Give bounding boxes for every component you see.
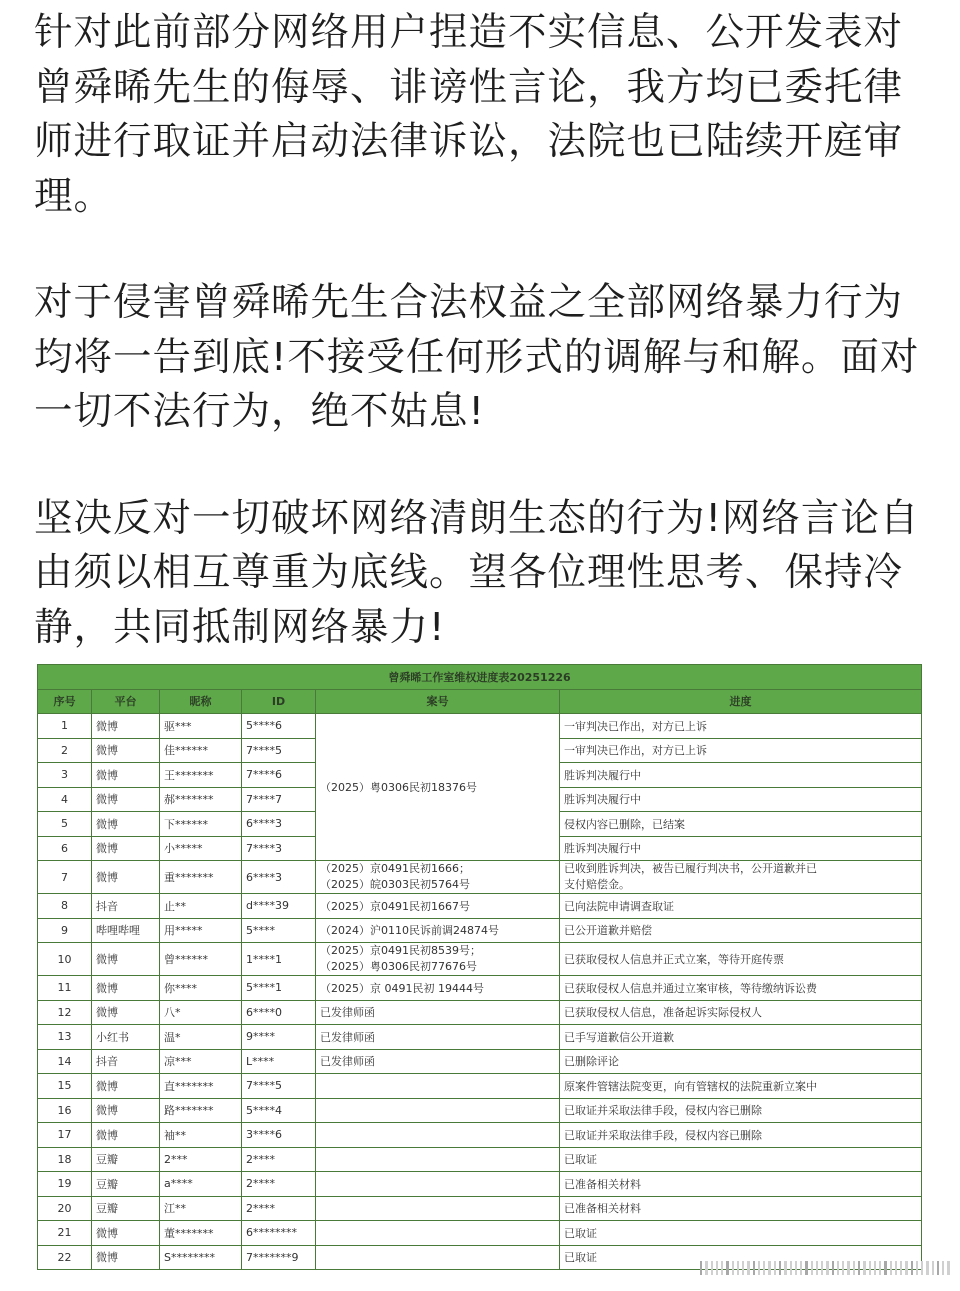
cell-case: （2024）沪0110民诉前调24874号 <box>316 918 560 943</box>
watermark-bar <box>716 1261 718 1275</box>
watermark-bar <box>805 1261 807 1275</box>
table-row <box>38 943 922 976</box>
cell-platform: 微博 <box>92 1000 160 1025</box>
watermark-bar <box>863 1261 865 1275</box>
cell-platform: 微博 <box>92 714 160 739</box>
cell-case <box>316 1221 560 1246</box>
cell-no: 17 <box>38 1123 92 1148</box>
cell-platform: 微博 <box>92 836 160 861</box>
table-row <box>38 1221 922 1246</box>
cell-platform: 微博 <box>92 812 160 837</box>
cell-platform: 豆瓣 <box>92 1147 160 1172</box>
watermark-bar <box>705 1261 707 1275</box>
cell-id: 7****5 <box>242 738 316 763</box>
table-row <box>38 1123 922 1148</box>
cell-no: 3 <box>38 763 92 788</box>
cell-platform: 微博 <box>92 1098 160 1123</box>
cell-id: L**** <box>242 1049 316 1074</box>
watermark-bar <box>942 1261 944 1275</box>
watermark-bar <box>890 1261 892 1275</box>
cell-id: 7****3 <box>242 836 316 861</box>
watermark-bar <box>753 1261 755 1275</box>
paragraph-1: 针对此前部分网络用户捏造不实信息、公开发表对曾舜晞先生的侮辱、诽谤性言论，我方均已委托律师进行取证并启动法律诉讼，法院也已陆续开庭审理。 <box>34 10 904 219</box>
cell-id: 3****6 <box>242 1123 316 1148</box>
cell-progress: 已取证并采取法律手段，侵权内容已删除 <box>560 1123 922 1148</box>
cell-progress: 已取证并采取法律手段，侵权内容已删除 <box>560 1098 922 1123</box>
cell-case: 已发律师函 <box>316 1025 560 1050</box>
cell-nickname: 曾****** <box>160 943 242 976</box>
cell-case <box>316 1098 560 1123</box>
watermark-bar <box>879 1261 881 1275</box>
watermark-bar <box>774 1261 776 1275</box>
cell-progress: 一审判决已作出，对方已上诉 <box>560 714 922 739</box>
cell-nickname: 小***** <box>160 836 242 861</box>
table-row <box>38 861 922 894</box>
cell-platform: 微博 <box>92 787 160 812</box>
watermark-bar <box>726 1261 728 1275</box>
cell-id: 9**** <box>242 1025 316 1050</box>
watermark-bar <box>721 1261 723 1275</box>
cell-no: 13 <box>38 1025 92 1050</box>
cell-nickname: 直******* <box>160 1074 242 1099</box>
cell-progress: 已获取侵权人信息并正式立案，等待开庭传票 <box>560 943 922 976</box>
watermark-bar <box>790 1261 792 1275</box>
cell-nickname: 2*** <box>160 1147 242 1172</box>
cell-platform: 微博 <box>92 976 160 1001</box>
cell-nickname: a**** <box>160 1172 242 1197</box>
watermark-bar <box>837 1261 839 1275</box>
cell-progress: 已收到胜诉判决，被告已履行判决书，公开道歉并已 支付赔偿金。 <box>560 861 922 894</box>
table-header-row <box>38 689 922 714</box>
cell-progress: 已准备相关材料 <box>560 1196 922 1221</box>
watermark-bar <box>784 1261 786 1275</box>
watermark-bar <box>895 1261 897 1275</box>
cell-no: 22 <box>38 1245 92 1270</box>
watermark-bar <box>795 1261 797 1275</box>
cell-nickname: 用***** <box>160 918 242 943</box>
header-nickname: 昵称 <box>160 689 242 714</box>
watermark-bar <box>858 1261 860 1275</box>
cell-id: 5****6 <box>242 714 316 739</box>
cell-no: 14 <box>38 1049 92 1074</box>
table-row <box>38 1025 922 1050</box>
cell-nickname: 王******* <box>160 763 242 788</box>
cell-id: 7****7 <box>242 787 316 812</box>
watermark-bar <box>926 1261 928 1275</box>
cell-id: 7****6 <box>242 763 316 788</box>
cell-platform: 微博 <box>92 943 160 976</box>
cell-no: 20 <box>38 1196 92 1221</box>
cell-no: 2 <box>38 738 92 763</box>
cell-no: 11 <box>38 976 92 1001</box>
cell-progress: 已手写道歉信公开道歉 <box>560 1025 922 1050</box>
cell-nickname: 袖** <box>160 1123 242 1148</box>
cell-no: 15 <box>38 1074 92 1099</box>
cell-platform: 小红书 <box>92 1025 160 1050</box>
cell-platform: 微博 <box>92 1074 160 1099</box>
watermark-bar <box>869 1261 871 1275</box>
cell-progress: 胜诉判决履行中 <box>560 836 922 861</box>
watermark-bar <box>763 1261 765 1275</box>
watermark-bar <box>800 1261 802 1275</box>
cell-progress: 胜诉判决履行中 <box>560 763 922 788</box>
watermark-bar <box>937 1261 939 1275</box>
cell-nickname: 江** <box>160 1196 242 1221</box>
watermark-bar <box>905 1261 907 1275</box>
cell-nickname: 路******* <box>160 1098 242 1123</box>
cell-nickname: 佳****** <box>160 738 242 763</box>
cell-no: 16 <box>38 1098 92 1123</box>
post-body <box>34 6 934 655</box>
cell-platform: 豆瓣 <box>92 1172 160 1197</box>
cell-progress: 侵权内容已删除，已结案 <box>560 812 922 837</box>
watermark-bar <box>921 1261 923 1275</box>
watermark-bar <box>826 1261 828 1275</box>
header-platform: 平台 <box>92 689 160 714</box>
table-row <box>38 918 922 943</box>
table-row <box>38 1172 922 1197</box>
header-no: 序号 <box>38 689 92 714</box>
table-row <box>38 1049 922 1074</box>
watermark-bar <box>742 1261 744 1275</box>
table-body <box>38 714 922 1270</box>
cell-id: 5****1 <box>242 976 316 1001</box>
table-row <box>38 894 922 919</box>
cell-id: 1****1 <box>242 943 316 976</box>
watermark-bar <box>711 1261 713 1275</box>
cell-id: 2**** <box>242 1196 316 1221</box>
cell-case <box>316 1147 560 1172</box>
cell-id: 6****3 <box>242 812 316 837</box>
watermark-bar <box>821 1261 823 1275</box>
cell-no: 19 <box>38 1172 92 1197</box>
cell-platform: 抖音 <box>92 894 160 919</box>
cell-case <box>316 1172 560 1197</box>
cell-case <box>316 1074 560 1099</box>
cell-progress: 胜诉判决履行中 <box>560 787 922 812</box>
watermark-bar <box>932 1261 934 1275</box>
cell-case <box>316 1196 560 1221</box>
watermark-bar <box>900 1261 902 1275</box>
watermark-bar <box>874 1261 876 1275</box>
cell-case: 已发律师函 <box>316 1000 560 1025</box>
watermark-bar <box>853 1261 855 1275</box>
cell-progress: 已取证 <box>560 1221 922 1246</box>
watermark-bar <box>884 1261 886 1275</box>
cell-nickname: 下****** <box>160 812 242 837</box>
watermark-bar <box>768 1261 770 1275</box>
cell-case: 已发律师函 <box>316 1049 560 1074</box>
cell-nickname: 董******* <box>160 1221 242 1246</box>
cell-no: 10 <box>38 943 92 976</box>
cell-case <box>316 1123 560 1148</box>
cell-nickname: 你**** <box>160 976 242 1001</box>
progress-sheet-image <box>37 664 923 1291</box>
cell-no: 1 <box>38 714 92 739</box>
watermark-bar <box>947 1261 949 1275</box>
watermark-bar <box>758 1261 760 1275</box>
cell-nickname: 八* <box>160 1000 242 1025</box>
paragraph-3: 坚决反对一切破坏网络清朗生态的行为!网络言论自由须以相互尊重为底线。望各位理性思考、保持冷静，共同抵制网络暴力! <box>34 495 920 650</box>
cell-no: 12 <box>38 1000 92 1025</box>
cell-nickname: 驱*** <box>160 714 242 739</box>
cell-no: 8 <box>38 894 92 919</box>
watermark-bar <box>737 1261 739 1275</box>
cell-platform: 微博 <box>92 1221 160 1246</box>
watermark-bar <box>916 1261 918 1275</box>
watermark-bar <box>747 1261 749 1275</box>
cell-progress: 已取证 <box>560 1245 922 1270</box>
cell-platform: 微博 <box>92 763 160 788</box>
cell-progress: 已准备相关材料 <box>560 1172 922 1197</box>
cell-platform: 微博 <box>92 1245 160 1270</box>
cell-case <box>316 1245 560 1270</box>
cell-nickname: 重******* <box>160 861 242 894</box>
cell-platform: 微博 <box>92 861 160 894</box>
cell-progress: 已向法院申请调查取证 <box>560 894 922 919</box>
cell-platform: 微博 <box>92 738 160 763</box>
table-title: 曾舜晞工作室维权进度表20251226 <box>38 665 922 690</box>
cell-platform: 豆瓣 <box>92 1196 160 1221</box>
cell-case: （2025）京0491民初1666； （2025）皖0303民初5764号 <box>316 861 560 894</box>
table-title-row <box>38 665 922 690</box>
table-row <box>38 976 922 1001</box>
cell-no: 21 <box>38 1221 92 1246</box>
cell-case: （2025）京 0491民初 19444号 <box>316 976 560 1001</box>
watermark-bar <box>816 1261 818 1275</box>
header-case: 案号 <box>316 689 560 714</box>
progress-table <box>37 664 922 1270</box>
header-id: ID <box>242 689 316 714</box>
cell-no: 5 <box>38 812 92 837</box>
cell-id: 6****3 <box>242 861 316 894</box>
cell-no: 6 <box>38 836 92 861</box>
header-progress: 进度 <box>560 689 922 714</box>
cell-no: 4 <box>38 787 92 812</box>
cell-no: 9 <box>38 918 92 943</box>
paragraph-2: 对于侵害曾舜晞先生合法权益之全部网络暴力行为均将一告到底!不接受任何形式的调解与和解。面对一切不法行为，绝不姑息! <box>34 280 920 434</box>
watermark-bar <box>779 1261 781 1275</box>
cell-progress: 已取证 <box>560 1147 922 1172</box>
cell-nickname: 郝******* <box>160 787 242 812</box>
cell-case-merged: （2025）粤0306民初18376号 <box>316 714 560 861</box>
table-row <box>38 1000 922 1025</box>
cell-platform: 微博 <box>92 1123 160 1148</box>
watermark-bar <box>811 1261 813 1275</box>
cell-id: 5**** <box>242 918 316 943</box>
table-row <box>38 714 922 739</box>
watermark-bar <box>847 1261 849 1275</box>
table-row <box>38 1074 922 1099</box>
cell-case: （2025）京0491民初1667号 <box>316 894 560 919</box>
watermark-bar <box>732 1261 734 1275</box>
cell-progress: 已公开道歉并赔偿 <box>560 918 922 943</box>
cell-nickname: 止** <box>160 894 242 919</box>
cell-progress: 原案件管辖法院变更，向有管辖权的法院重新立案中 <box>560 1074 922 1099</box>
watermark-bar <box>842 1261 844 1275</box>
cell-progress: 一审判决已作出，对方已上诉 <box>560 738 922 763</box>
cell-id: 2**** <box>242 1172 316 1197</box>
cell-id: 6******** <box>242 1221 316 1246</box>
cell-nickname: 凉*** <box>160 1049 242 1074</box>
cell-platform: 抖音 <box>92 1049 160 1074</box>
table-row <box>38 1098 922 1123</box>
cell-platform: 哔哩哔哩 <box>92 918 160 943</box>
cell-id: d****39 <box>242 894 316 919</box>
watermark-bar <box>700 1261 702 1275</box>
watermark-bar <box>911 1261 913 1275</box>
cell-id: 5****4 <box>242 1098 316 1123</box>
cell-nickname: 温* <box>160 1025 242 1050</box>
cell-progress: 已删除评论 <box>560 1049 922 1074</box>
cell-id: 6****0 <box>242 1000 316 1025</box>
cell-id: 2**** <box>242 1147 316 1172</box>
cell-progress: 已获取侵权人信息，准备起诉实际侵权人 <box>560 1000 922 1025</box>
cell-no: 7 <box>38 861 92 894</box>
cell-nickname: S******** <box>160 1245 242 1270</box>
table-row <box>38 1196 922 1221</box>
cell-no: 18 <box>38 1147 92 1172</box>
cell-id: 7****5 <box>242 1074 316 1099</box>
watermark-bar <box>832 1261 834 1275</box>
cell-case: （2025）京0491民初8539号； （2025）粤0306民初77676号 <box>316 943 560 976</box>
cell-progress: 已获取侵权人信息并通过立案审核，等待缴纳诉讼费 <box>560 976 922 1001</box>
cell-id: 7*******9 <box>242 1245 316 1270</box>
watermark-bars <box>700 1256 950 1280</box>
table-row <box>38 1147 922 1172</box>
